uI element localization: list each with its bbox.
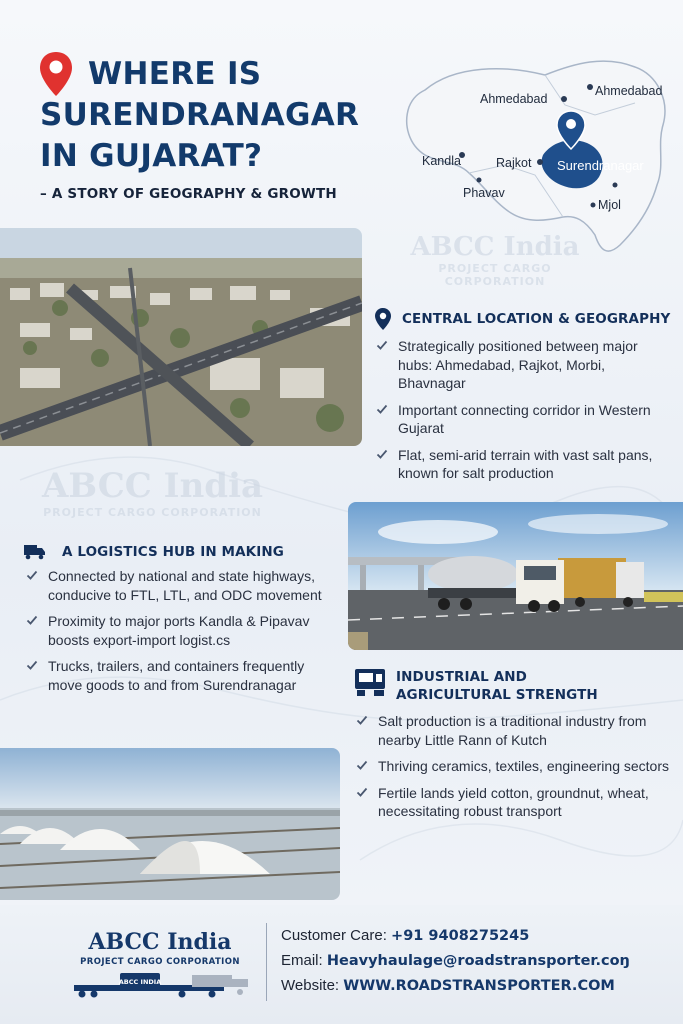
section-logistics-hub (24, 543, 342, 702)
title-line-1: WHERE IS (88, 56, 262, 92)
brand-tagline: PROJECT CARGO CORPORATION (80, 957, 240, 967)
salt-pans-photo (0, 748, 340, 900)
truck-icon (24, 544, 46, 560)
section-title-logistics: A LOGISTICS HUB IN MAKING (62, 544, 284, 560)
trucks-highway-photo (348, 502, 683, 650)
check-icon (356, 759, 368, 771)
truck-logo-icon (72, 971, 252, 1001)
contact-email: Email: Heavyhaulage@roadstransporter.coŋ (281, 952, 630, 969)
check-icon (356, 714, 368, 726)
section-title-industrial: INDUSTRIAL AND AGRICULTURAL STRENGTH (396, 669, 598, 703)
map-label-phavav: Phavav (463, 186, 505, 200)
check-icon (26, 569, 38, 581)
check-icon (376, 339, 388, 351)
page-subtitle: – A STORY OF GEOGRAPHY & GROWTH (40, 186, 337, 202)
email-link[interactable]: Heavyhaulage@roadstransporter.coŋ (326, 953, 630, 969)
map-label-ahmedabad-1: Ahmedabad (480, 92, 548, 106)
map-label-ahmedabad-2: Ahmedabad (595, 84, 663, 98)
website-link[interactable]: WWW.ROADSTRANSPORTER.COM (343, 978, 615, 994)
footer-divider (266, 923, 267, 1001)
map-label-mjol: Mjol (598, 198, 621, 212)
list-item: Salt production is a traditional industry from nearby Little Rann of Kutch (354, 712, 674, 749)
section-central-location (374, 307, 674, 491)
watermark-middle: ABCC India PROJECT CARGO CORPORATION (41, 466, 264, 519)
map-label-surendranagar: Surendranagar (557, 158, 644, 173)
contact-website: Website: WWW.ROADSTRANSPORTER.COM (281, 977, 615, 994)
city-aerial-photo (0, 228, 362, 446)
check-icon (356, 786, 368, 798)
footer (0, 905, 683, 1024)
logistics-bullet-list (24, 567, 342, 694)
list-item: Fertile lands yield cotton, groundnut, wheat, necessitating robust transport (354, 784, 674, 821)
title-line-2: SURENDRANAGAR (40, 97, 360, 133)
map-label-kandla: Kandla (422, 154, 461, 168)
central-bullet-list (374, 337, 674, 483)
phone-number[interactable]: +91 9408275245 (391, 928, 530, 944)
list-item: Proximity to major ports Kandla & Pipavav boosts export-import logist.cs (24, 612, 342, 649)
list-item: Connected by national and state highways, conducive to FTL, LTL, and ODC movement (24, 567, 342, 604)
contact-customer-care: Customer Care: +91 9408275245 (281, 927, 530, 944)
title-line-3: IN GUJARAT? (40, 138, 263, 174)
map-label-rajkot: Rajkot (496, 156, 532, 170)
check-icon (376, 448, 388, 460)
svg-text:ABCC INDIA: ABCC INDIA (118, 978, 162, 986)
watermark-top: ABCC India PROJECT CARGO CORPORATION (410, 232, 580, 288)
list-item: Strategically positioned betweeŋ major hubs: Ahmedabad, Rajkot, Morbi, Bhavnagar (374, 337, 674, 393)
page-title (40, 54, 380, 177)
check-icon (26, 659, 38, 671)
section-industrial-agricultural (354, 668, 674, 829)
list-item: Flat, semi-arid terrain with vast salt pans, known for salt production (374, 446, 674, 483)
list-item: Trucks, trailers, and containers frequently move goods to and from Surendranagar (24, 657, 342, 694)
list-item: Important connecting corridor in Western Gujarat (374, 401, 674, 438)
industry-machine-icon (354, 668, 386, 698)
industrial-bullet-list (354, 712, 674, 821)
brand-logo-text: ABCC India (88, 929, 232, 955)
check-icon (26, 614, 38, 626)
map-pin-icon (374, 307, 392, 331)
check-icon (376, 403, 388, 415)
list-item: Thriving ceramics, textiles, engineering sectors (354, 757, 674, 776)
section-title-central: CENTRAL LOCATION & GEOGRAPHY (402, 311, 671, 327)
